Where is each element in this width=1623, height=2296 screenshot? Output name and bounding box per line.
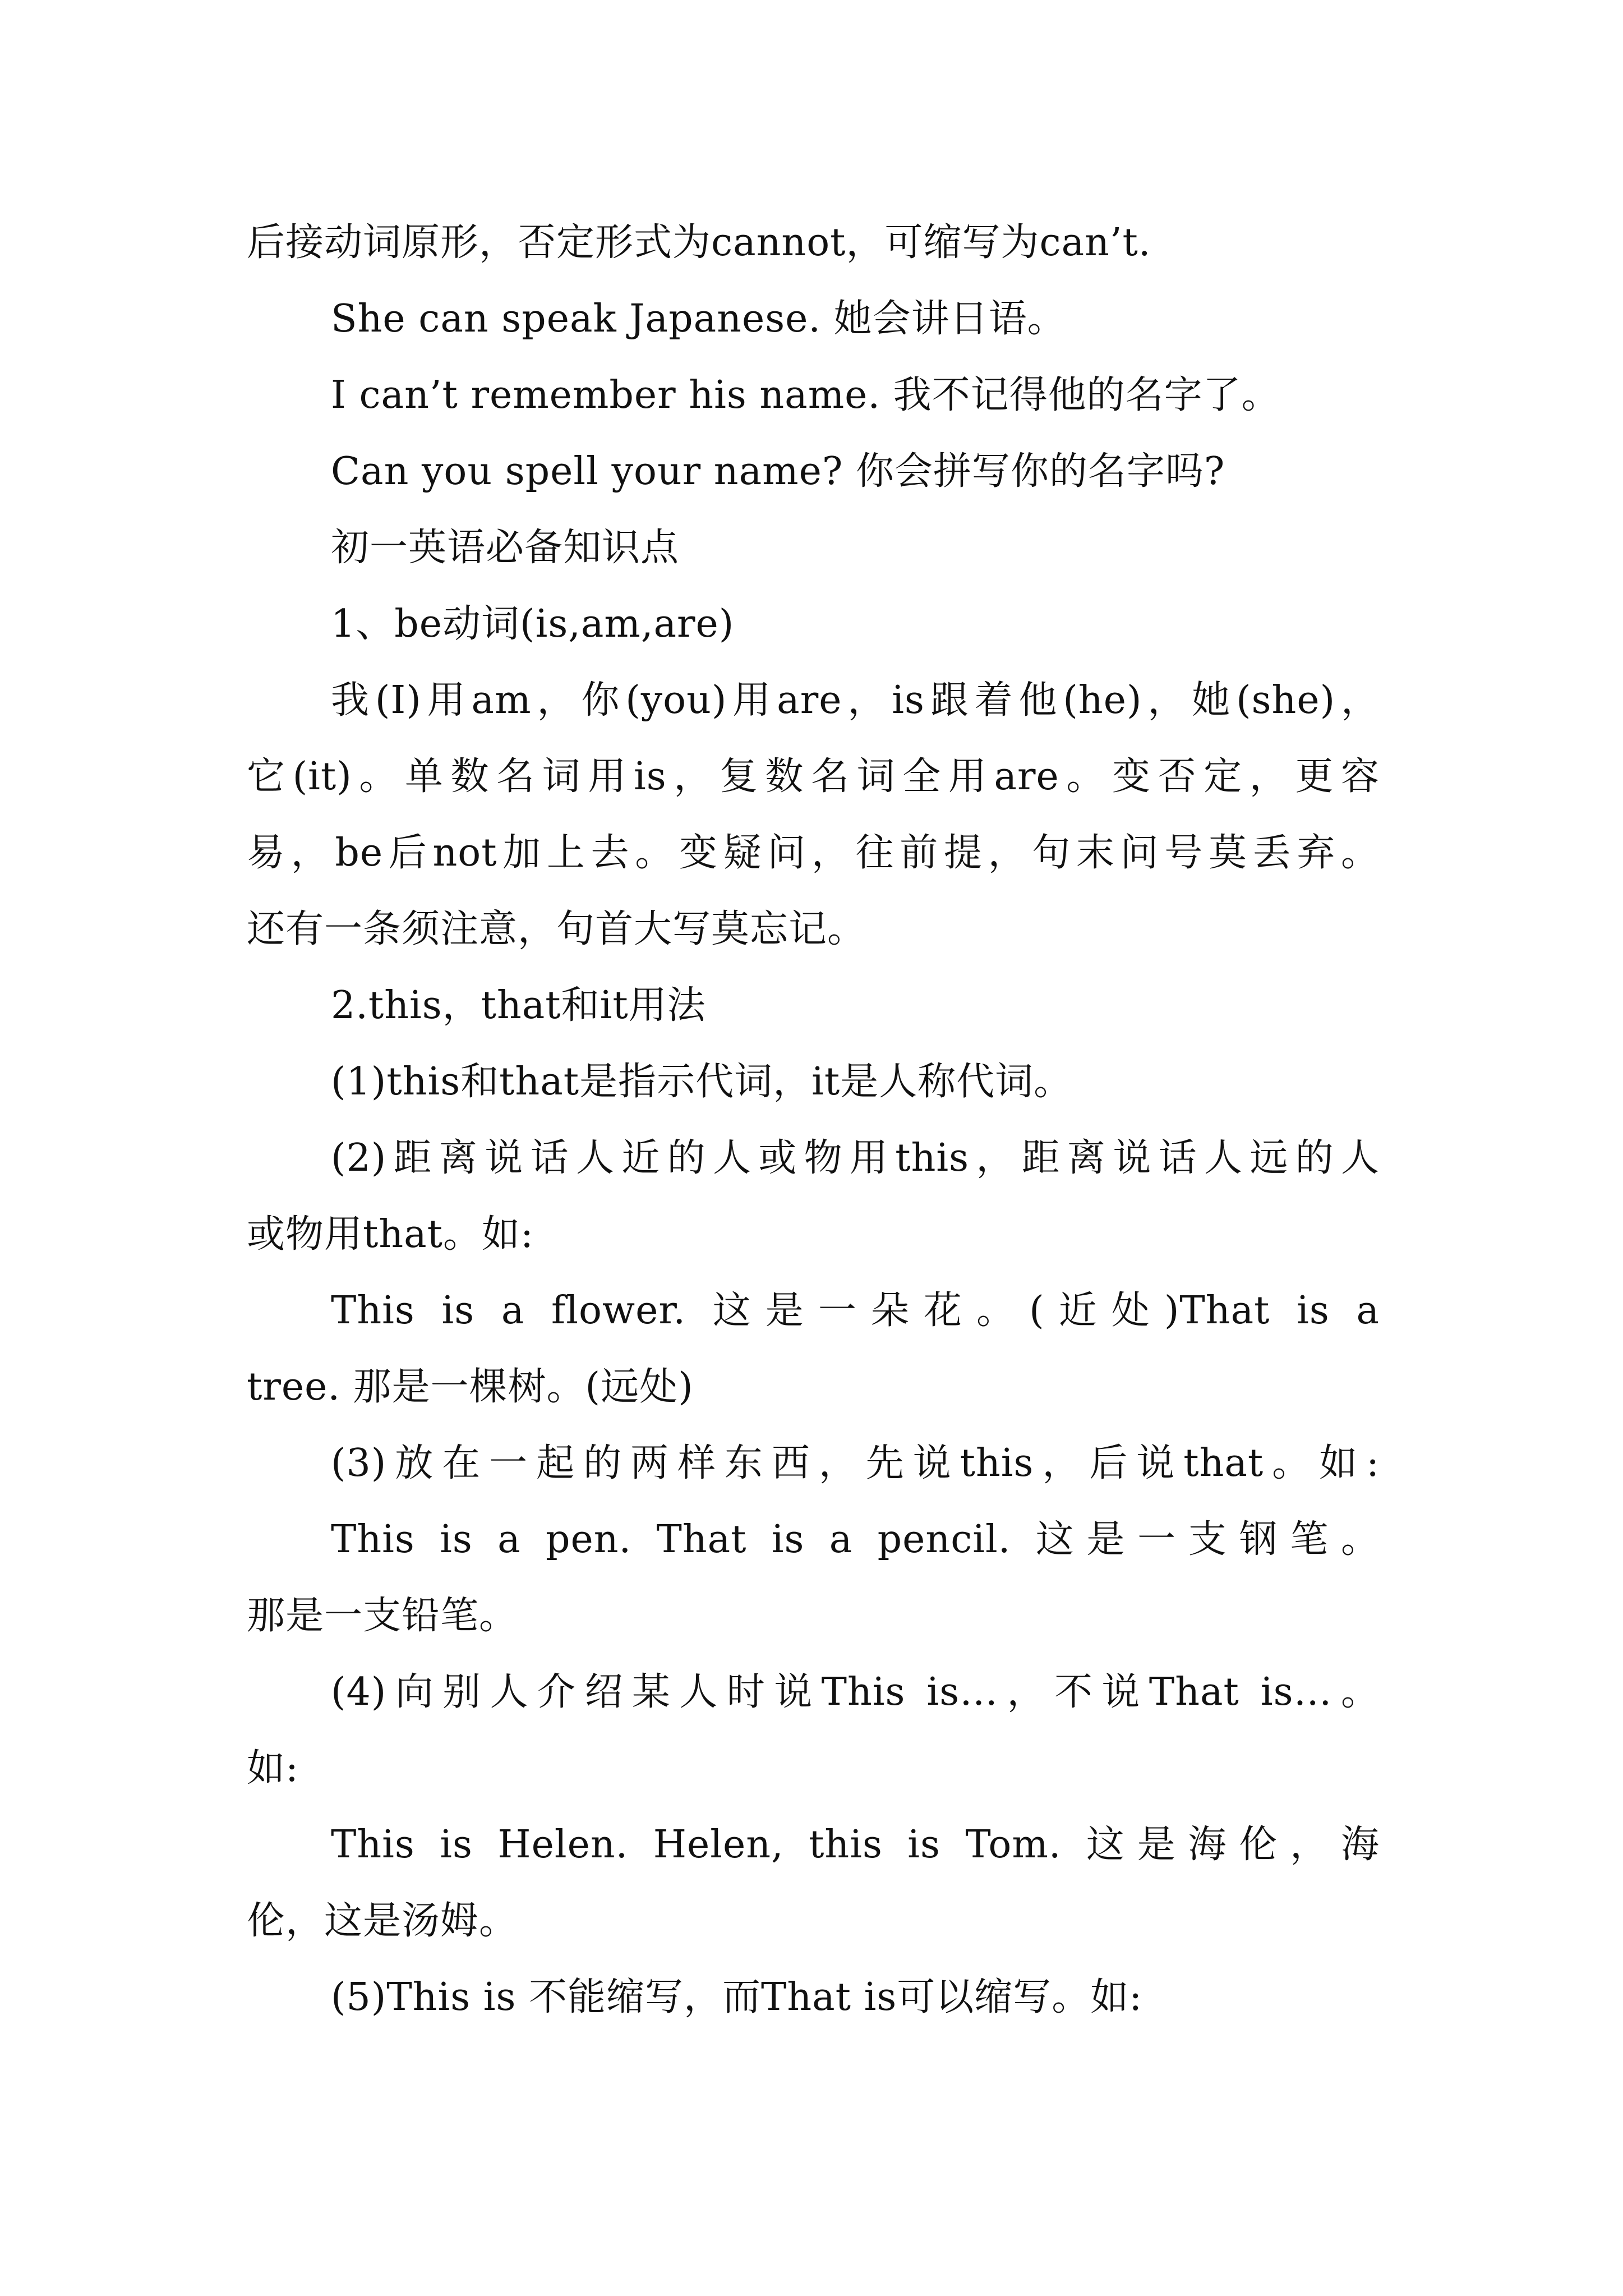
example-line: This is a pen. That is a pencil. 这是一支钢笔。 — [331, 1517, 1380, 1562]
subheading: 1、be动词(is,am,are) — [331, 602, 735, 646]
example-line: 伦，这是汤姆。 — [247, 1899, 518, 1943]
section-heading: 初一英语必备知识点 — [331, 526, 680, 570]
subheading: 2.this，that和it用法 — [331, 983, 706, 1028]
text-line: 它(it)。单数名词用is，复数名词全用are。变否定，更容 — [247, 754, 1380, 799]
text-line: (3)放在一起的两样东西，先说this，后说that。如: — [331, 1441, 1380, 1485]
text-line: 或物用that。如: — [247, 1212, 534, 1257]
text-line: 后接动词原形，否定形式为cannot，可缩写为can’t. — [247, 220, 1151, 265]
text-line: (4)向别人介绍某人时说This is…，不说That is…。 — [331, 1670, 1380, 1714]
text-line: 还有一条须注意，句首大写莫忘记。 — [247, 907, 866, 951]
example-line: tree. 那是一棵树。(远处) — [247, 1365, 694, 1409]
example-line: This is a flower. 这是一朵花。(近处)That is a — [331, 1289, 1380, 1333]
text-line: (2)距离说话人近的人或物用this，距离说话人远的人 — [331, 1136, 1380, 1180]
text-line: (1)this和that是指示代词，it是人称代词。 — [331, 1060, 1073, 1104]
text-line: Can you spell your name? 你会拼写你的名字吗? — [331, 449, 1225, 494]
text-line: 我(I)用am，你(you)用are，is跟着他(he)，她(she)， — [331, 678, 1380, 723]
text-line: I can’t remember his name. 我不记得他的名字了。 — [331, 373, 1280, 417]
text-line: 易，be后not加上去。变疑问，往前提，句末问号莫丢弃。 — [247, 831, 1380, 875]
example-line: 那是一支铅笔。 — [247, 1594, 518, 1638]
text-line: (5)This is 不能缩写，而That is可以缩写。如: — [331, 1975, 1143, 2019]
example-line: This is Helen. Helen, this is Tom. 这是海伦，海 — [331, 1823, 1380, 1867]
text-line: 如: — [247, 1746, 299, 1791]
text-line: She can speak Japanese. 她会讲日语。 — [331, 297, 1066, 341]
